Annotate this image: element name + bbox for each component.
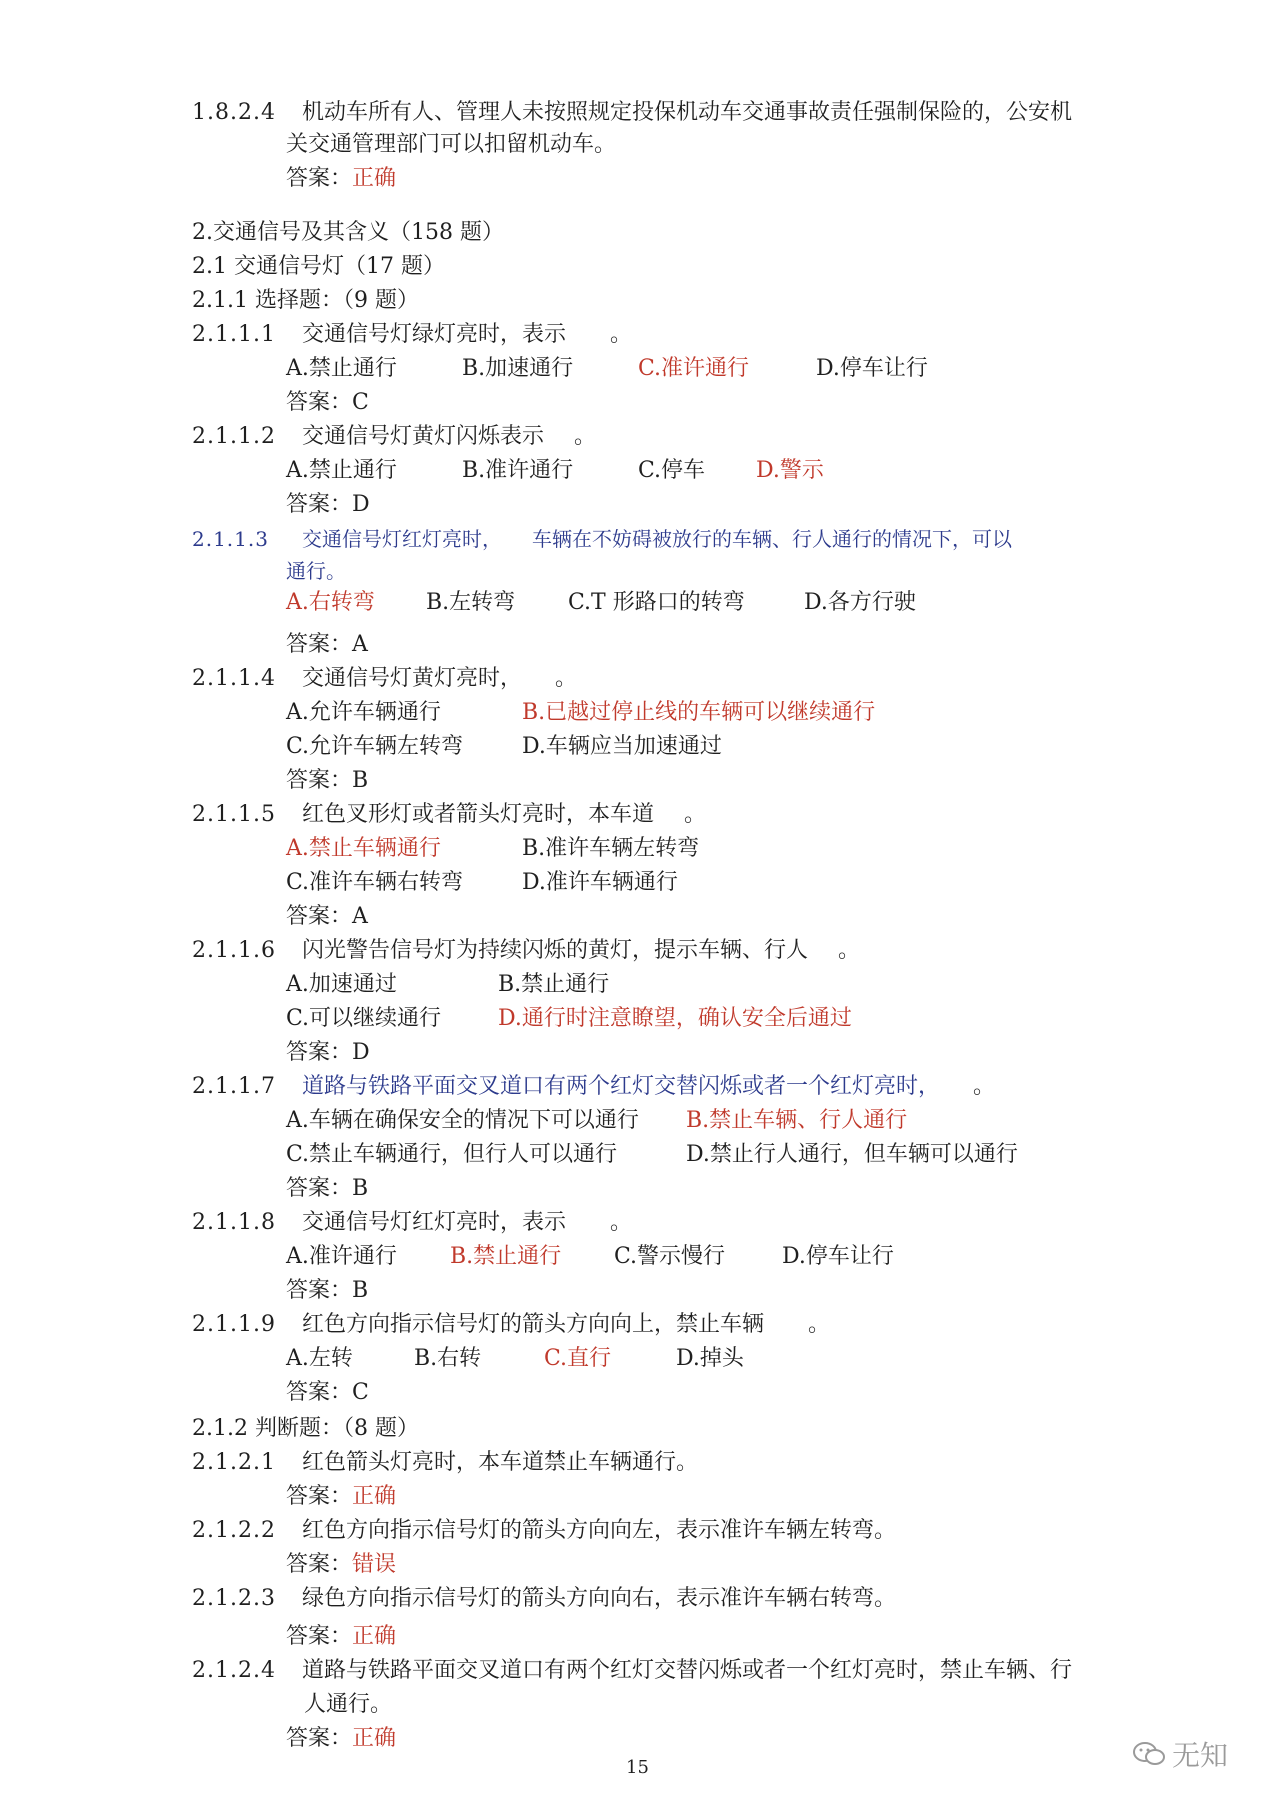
- option-correct: D.通行时注意瞭望，确认安全后通过: [498, 1006, 852, 1031]
- question-number: 2.1.1.3: [192, 527, 269, 551]
- question-text: 道路与铁路平面交叉道口有两个红灯交替闪烁或者一个红灯亮时，: [302, 1074, 930, 1099]
- option: C.T 形路口的转弯: [568, 590, 745, 615]
- option: A.禁止通行: [286, 458, 397, 483]
- option-correct: A.禁止车辆通行: [286, 836, 441, 861]
- question-number: 2.1.1.7: [192, 1074, 276, 1099]
- option: C.准许车辆右转弯: [286, 870, 464, 895]
- option-correct: C.准许通行: [638, 356, 750, 381]
- answer-value: 正确: [352, 1624, 397, 1649]
- option: A.允许车辆通行: [286, 700, 441, 725]
- option: A.左转: [286, 1346, 353, 1371]
- question-text-cont: 通行。: [286, 559, 346, 583]
- option-correct: B.禁止车辆、行人通行: [686, 1108, 908, 1133]
- question-text: 闪光警告信号灯为持续闪烁的黄灯，提示车辆、行人: [302, 938, 809, 963]
- question: 2.1.1.9 红色方向指示信号灯的箭头方向向上，禁止车辆 。: [192, 1310, 830, 1340]
- option: D.停车让行: [782, 1244, 894, 1269]
- option: B.禁止通行: [498, 972, 610, 997]
- wechat-icon: [1132, 1741, 1166, 1767]
- question: 2.1.1.8 交通信号灯红灯亮时，表示 。: [192, 1208, 632, 1238]
- question-number: 2.1.1.8: [192, 1210, 276, 1235]
- answer-label: 答案：: [286, 1624, 353, 1649]
- option: D.掉头: [676, 1346, 744, 1371]
- question-number: 1.8.2.4: [192, 100, 276, 125]
- option: A.车辆在确保安全的情况下可以通行: [286, 1108, 639, 1133]
- judgment-question: [192, 1584, 896, 1614]
- option-correct: D.警示: [756, 458, 824, 483]
- answer-line: [286, 1550, 396, 1580]
- question-1824: [192, 98, 1072, 128]
- question-text: 道路与铁路平面交叉道口有两个红灯交替闪烁或者一个红灯亮时，禁止车辆、行: [302, 1658, 1073, 1683]
- subsubsection-heading: 2.1.2 判断题：（8 题）: [192, 1416, 419, 1441]
- answer-label: 答案：: [286, 1484, 353, 1509]
- question-text: 车辆在不妨碍被放行的车辆、行人通行的情况下，可以: [532, 527, 1012, 551]
- watermark: [1132, 1734, 1228, 1774]
- question-text: 红色方向指示信号灯的箭头方向向左，表示准许车辆左转弯。: [302, 1518, 897, 1543]
- question: 2.1.1.7 道路与铁路平面交叉道口有两个红灯交替闪烁或者一个红灯亮时， 。: [192, 1072, 995, 1102]
- question-text: 交通信号灯红灯亮时，: [302, 527, 502, 551]
- answer-line: 答案：B: [286, 768, 369, 793]
- question: 2.1.1.6 闪光警告信号灯为持续闪烁的黄灯，提示车辆、行人 。: [192, 936, 860, 966]
- question: 2.1.1.1 交通信号灯绿灯亮时，表示 。: [192, 320, 632, 350]
- question: 2.1.1.5 红色叉形灯或者箭头灯亮时，本车道 。: [192, 800, 706, 830]
- question-text: 交通信号灯红灯亮时，表示: [302, 1210, 567, 1235]
- question-text-cont: 人通行。: [304, 1692, 393, 1717]
- judgment-question: [192, 1516, 896, 1546]
- question-number: 2.1.1.6: [192, 938, 276, 963]
- option: A.禁止通行: [286, 356, 397, 381]
- answer-line: [286, 1622, 396, 1652]
- question-text: 红色叉形灯或者箭头灯亮时，本车道: [302, 802, 655, 827]
- option: B.加速通行: [462, 356, 574, 381]
- question-text-cont: 关交通管理部门可以扣留机动车。: [286, 132, 617, 157]
- question-text: 红色方向指示信号灯的箭头方向向上，禁止车辆: [302, 1312, 765, 1337]
- answer-line: [286, 1724, 396, 1754]
- answer-line: [286, 1482, 396, 1512]
- question-text: 交通信号灯绿灯亮时，表示: [302, 322, 567, 347]
- answer-line: 答案：A: [286, 904, 368, 929]
- option: B.准许通行: [462, 458, 574, 483]
- question-number: 2.1.1.5: [192, 802, 276, 827]
- answer-line: 答案：A: [286, 632, 368, 657]
- answer-line: 答案：B: [286, 1278, 369, 1303]
- option-correct: B.禁止通行: [450, 1244, 562, 1269]
- option-correct: B.已越过停止线的车辆可以继续通行: [522, 700, 876, 725]
- option: D.车辆应当加速通过: [522, 734, 722, 759]
- answer-label: 答案：: [286, 1552, 353, 1577]
- question-text: 绿色方向指示信号灯的箭头方向向右，表示准许车辆右转弯。: [302, 1586, 897, 1611]
- option: B.左转弯: [426, 590, 516, 615]
- question-number: 2.1.1.1: [192, 322, 276, 347]
- question-number: 2.1.1.4: [192, 666, 276, 691]
- option: C.允许车辆左转弯: [286, 734, 464, 759]
- question-number: 2.1.2.1: [192, 1450, 276, 1475]
- answer-line: 答案：C: [286, 390, 369, 415]
- question-text: 红色箭头灯亮时，本车道禁止车辆通行。: [302, 1450, 699, 1475]
- answer-label: 答案：: [286, 1726, 353, 1751]
- question-number: 2.1.2.2: [192, 1518, 276, 1543]
- option: A.加速通过: [286, 972, 397, 997]
- answer-label: 答案：: [286, 166, 353, 191]
- question: 2.1.1.2 交通信号灯黄灯闪烁表示 。: [192, 422, 596, 452]
- answer-line: 答案：D: [286, 492, 370, 517]
- page-number: 15: [626, 1757, 649, 1778]
- question-number: 2.1.2.4: [192, 1658, 276, 1683]
- option: C.停车: [638, 458, 706, 483]
- judgment-question: [192, 1448, 698, 1478]
- option-correct: C.直行: [544, 1346, 612, 1371]
- answer-value: 正确: [352, 1484, 397, 1509]
- answer-value: 正确: [352, 1726, 397, 1751]
- watermark-text: 无知: [1172, 1739, 1229, 1772]
- option: D.禁止行人通行，但车辆可以通行: [686, 1142, 1018, 1167]
- question-number: 2.1.1.9: [192, 1312, 276, 1337]
- question-number: 2.1.1.2: [192, 424, 276, 449]
- option: D.准许车辆通行: [522, 870, 678, 895]
- option: A.准许通行: [286, 1244, 397, 1269]
- answer-line: 答案：D: [286, 1040, 370, 1065]
- option: C.警示慢行: [614, 1244, 726, 1269]
- answer-value: 正确: [352, 166, 397, 191]
- judgment-question: [192, 1656, 1072, 1686]
- option: D.各方行驶: [804, 590, 916, 615]
- answer-line: 答案：C: [286, 1380, 369, 1405]
- option-correct: A.右转弯: [286, 590, 375, 615]
- question-text: 交通信号灯黄灯闪烁表示: [302, 424, 545, 449]
- answer-value: 错误: [352, 1552, 397, 1577]
- subsubsection-heading: 2.1.1 选择题：（9 题）: [192, 288, 419, 313]
- option: C.可以继续通行: [286, 1006, 442, 1031]
- question-number: 2.1.2.3: [192, 1586, 276, 1611]
- section-heading: 2.交通信号及其含义（158 题）: [192, 220, 504, 245]
- answer-line: 答案：B: [286, 1176, 369, 1201]
- option: C.禁止车辆通行，但行人可以通行: [286, 1142, 618, 1167]
- option: D.停车让行: [816, 356, 928, 381]
- question: 2.1.1.4 交通信号灯黄灯亮时， 。: [192, 664, 577, 694]
- option: B.准许车辆左转弯: [522, 836, 700, 861]
- question-text: 机动车所有人、管理人未按照规定投保机动车交通事故责任强制保险的，公安机: [302, 100, 1073, 125]
- option: B.右转: [414, 1346, 482, 1371]
- subsection-heading: 2.1 交通信号灯（17 题）: [192, 254, 445, 279]
- question-text: 交通信号灯黄灯亮时，: [302, 666, 512, 691]
- question: [192, 524, 1012, 554]
- answer-line: [286, 164, 396, 194]
